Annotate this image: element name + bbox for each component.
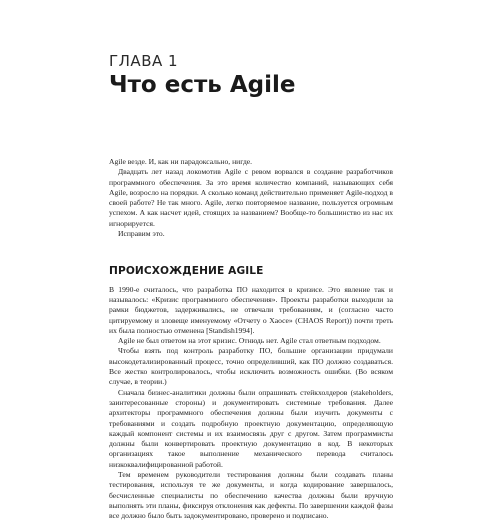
intro-paragraph: Двадцать лет назад локомотив Agile с ревом ворвался в создание разработчиков программного обеспечения. За это время количество компаний, называющих себя Agile, возросло на порядки. А сколько команд действительно применяет Agile-подход в своей работе? Не так много. Agile, легко повторяемое название, пользуется огромным успехом. А как насчет идей, стоящих за названием? Вообще-то большинство из нас их игнорируется. <box>109 167 393 228</box>
intro-paragraph: Agile везде. И, как ни парадоксально, нигде. <box>109 157 253 166</box>
section-body <box>109 285 393 522</box>
chapter-label: ГЛАВА 1 <box>109 52 179 70</box>
chapter-title: Что есть Agile <box>109 72 296 98</box>
section-paragraph: Тем временем руководители тестирования должны были создавать планы тестирования, используя те же документы, и когда кодирование завершалось, бесчисленные специалисты по обеспечению качества должны были вручную выполнять эти планы, фиксируя отклонения как дефекты. По завершении каждой фазы все должно было быть задокументировано, проверено и подписано. <box>109 470 393 521</box>
section-paragraph: Сначала бизнес-аналитики должны были опрашивать стейкхолдеров (stakeholders, заинтересованные стороны) и документировать системные требования. Далее архитекторы программного обеспечения должны были изучить документы с требованиями и создать подробную проектную документацию, определяющую каждый компонент системы и их взаимосвязь друг с другом. Затем программисты должны были конвертировать проектную документацию в код. В некоторых организациях такое выполнение механического перевода считалось низкоквалифицированной работой. <box>109 387 393 469</box>
intro-section <box>109 157 393 239</box>
section-paragraph: Чтобы взять под контроль разработку ПО, большие организации придумали высокодетализированный процесс, точно определивший, как ПО должно создаваться. Все жестко контролировалось, чтобы исключить возможность ошибки. (Во всяком случае, в теории.) <box>109 346 393 387</box>
section-paragraph: В 1990-е считалось, что разработка ПО находится в кризисе. Это явление так и называлось: «Кризис программного обеспечения». Проекты разработки выходили за рамки бюджетов, задерживались, не отвечали требованиям, и (согласно часто цитируемому и зловеще именуемому «Отчету о Хаосе» (CHAOS Report)) почти треть их была полностью отменена [Standish1994]. <box>109 284 393 335</box>
section-title: ПРОИСХОЖДЕНИЕ AGILE <box>109 265 264 278</box>
intro-paragraph: Исправим это. <box>118 229 165 239</box>
section-paragraph: Agile не был ответом на этот кризис. Отнюдь нет. Agile стал ответным подходом. <box>118 336 381 346</box>
chapter-body <box>109 157 393 522</box>
